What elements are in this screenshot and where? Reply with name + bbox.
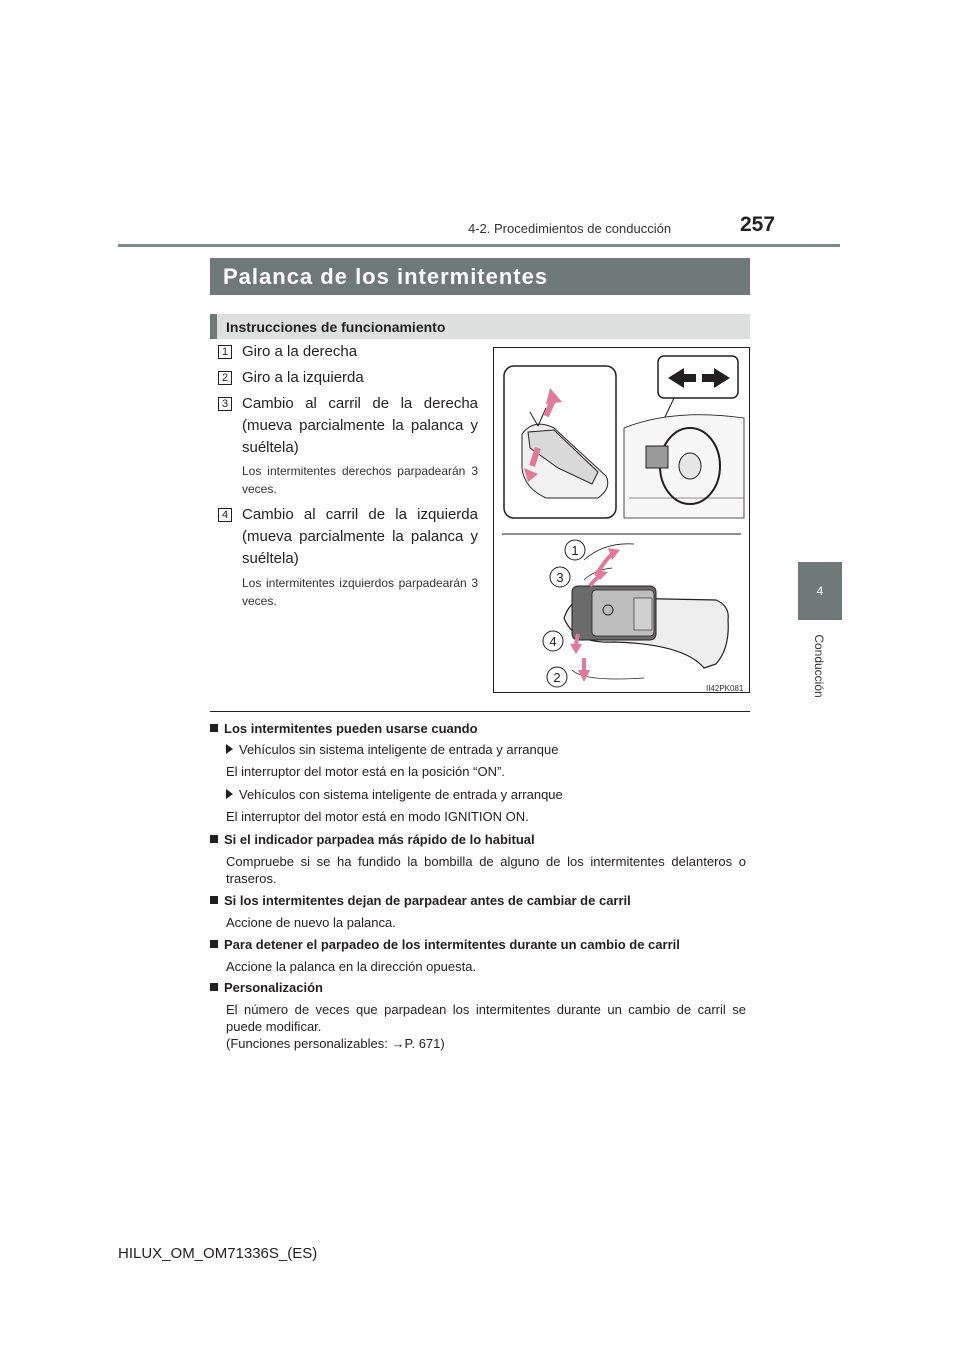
item-number-3: 3	[218, 397, 232, 411]
chapter-tab[interactable]	[798, 562, 842, 620]
header-rule	[118, 244, 840, 247]
info-text-2: Compruebe si se ha fundido la bombilla de alguno de los intermitentes delanteros o traseros.	[226, 854, 746, 886]
info-heading-2: Si el indicador parpadea más rápido de lo habitual	[210, 832, 535, 847]
info-text-5: El número de veces que parpadean los intermitentes durante un cambio de carril se puede modificar.	[226, 1002, 746, 1034]
item-text-1: Giro a la derecha	[242, 343, 358, 360]
lever-diagram	[494, 348, 749, 692]
item-text-2: Giro a la izquierda	[242, 369, 364, 386]
arrow-left-lane-icon	[570, 644, 582, 654]
item-number-4: 4	[218, 508, 232, 522]
svg-text:4: 4	[549, 634, 557, 649]
info-heading-5: Personalización	[210, 980, 323, 995]
section-rule	[210, 711, 750, 712]
section-subtitle: Instrucciones de funcionamiento	[210, 314, 750, 339]
info-bullet-1a: Vehículos sin sistema inteligente de entrada y arranque	[226, 742, 558, 757]
info-text-3: Accione de nuevo la palanca.	[226, 915, 396, 930]
header-section-title: 4-2. Procedimientos de conducción	[468, 221, 672, 236]
document-footer-code: HILUX_OM_OM71336S_(ES)	[118, 1245, 318, 1262]
square-bullet-icon	[210, 835, 218, 843]
square-bullet-icon	[210, 940, 218, 948]
chapter-label: Conducción	[812, 634, 826, 698]
info-heading-4: Para detener el parpadeo de los intermitentes durante un cambio de carril	[210, 937, 680, 952]
square-bullet-icon	[210, 724, 218, 732]
info-heading-1: Los intermitentes pueden usarse cuando	[210, 721, 478, 736]
info-text-1b: El interruptor del motor está en modo IGNITION ON.	[226, 809, 529, 824]
info-text-1a: El interruptor del motor está en la posición “ON”.	[226, 764, 505, 779]
item-text-3: Cambio al carril de la derecha (mueva parcialmente la palanca y suéltela)	[242, 395, 478, 456]
item-number-2: 2	[218, 371, 232, 385]
turn-signal-lever-illustration	[493, 347, 750, 693]
chapter-number: 4	[816, 584, 824, 598]
square-bullet-icon	[210, 983, 218, 991]
item-text-4: Cambio al carril de la izquierda (mueva parcialmente la palanca y suéltela)	[242, 506, 478, 567]
page-title: Palanca de los intermitentes	[210, 258, 750, 295]
info-text-4: Accione la palanca en la dirección opuesta.	[226, 959, 477, 974]
figure-code: II42PK081	[706, 684, 744, 693]
item-number-1: 1	[218, 345, 232, 359]
info-heading-3: Si los intermitentes dejan de parpadear antes de cambiar de carril	[210, 893, 631, 908]
arrow-left-turn-icon	[578, 670, 590, 682]
svg-text:1: 1	[571, 543, 579, 558]
info-ref-5[interactable]: (Funciones personalizables: →P. 671)	[226, 1036, 445, 1051]
triangle-bullet-icon	[226, 744, 233, 754]
square-bullet-icon	[210, 896, 218, 904]
item-note-3: Los intermitentes derechos parpadearán 3 veces.	[242, 464, 478, 496]
page-number: 257	[740, 213, 776, 236]
item-note-4: Los intermitentes izquierdos parpadearán 3 veces.	[242, 576, 478, 608]
svg-text:2: 2	[553, 670, 561, 685]
triangle-bullet-icon	[226, 789, 233, 799]
svg-text:3: 3	[556, 570, 564, 585]
info-bullet-1b: Vehículos con sistema inteligente de entrada y arranque	[226, 787, 563, 802]
